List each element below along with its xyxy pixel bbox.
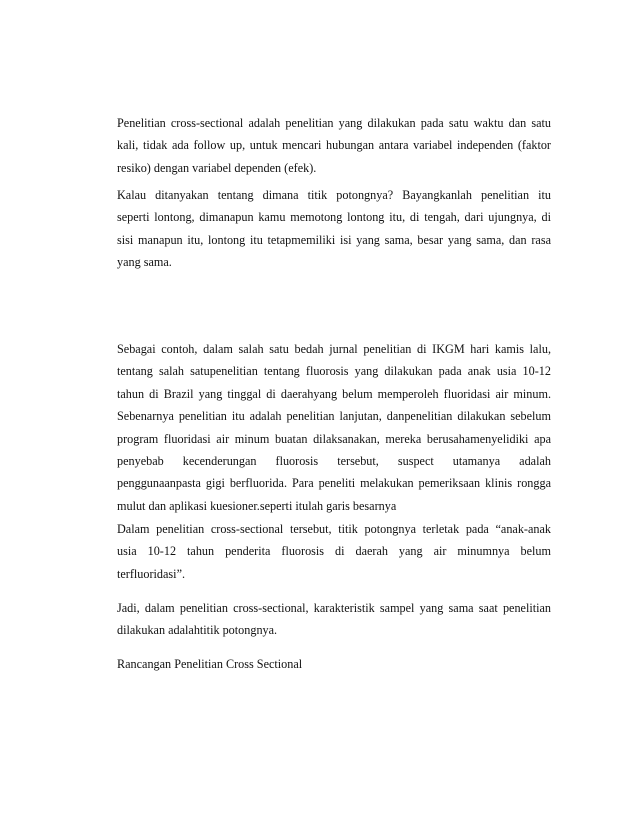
text-line: tahun di Brazil yang tinggal di daerahyang belum memperoleh fluoridasi air minum. [117,386,551,401]
paragraph-analogy [117,184,551,274]
text-line: Dalam penelitian cross-sectional tersebut, titik potongnya terletak pada “anak-anak [117,522,551,536]
section-heading [117,653,551,675]
text-line: kali, tidak ada follow up, untuk mencari hubungan antara variabel independen (faktor [117,138,551,153]
text-line: penggunaanpasta gigi berfluorida. Para peneliti melakukan pemeriksaan klinis rongga [117,476,551,491]
text-line: dilakukan adalahtitik potongnya. [117,623,278,638]
text-line: terfluoridasi”. [117,566,186,581]
text-line: penyebab kecenderungan fluorosis tersebut, suspect utamanya adalah [117,453,551,468]
text-line: sisi manapun itu, lontong itu tetapmemiliki isi yang sama, besar yang sama, dan rasa [117,232,551,247]
paragraph-definition [117,112,551,179]
text-line: usia 10-12 tahun penderita fluorosis di daerah yang air minumnya belum [117,544,551,559]
text-line: tentang salah satupenelitian tentang fluorosis yang dilakukan pada anak usia 10-12 [117,364,551,379]
paragraph-conclusion [117,597,551,642]
text-line: resiko) dengan variabel dependen (efek). [117,160,317,175]
heading-text: Rancangan Penelitian Cross Sectional [117,657,303,671]
text-line: mulut dan aplikasi kuesioner.seperti itulah garis besarnya [117,498,397,513]
text-line: Sebagai contoh, dalam salah satu bedah jurnal penelitian di IKGM hari kamis lalu, [117,342,551,356]
text-line: seperti lontong, dimanapun kamu memotong lontong itu, di tengah, dari ujungnya, di [117,210,551,225]
text-line: Sebenarnya penelitian itu adalah penelitian lanjutan, danpenelitian dilakukan sebelum [117,409,551,424]
text-line: program fluoridasi air minum buatan dilaksanakan, mereka berusahamenyelidiki apa [117,431,551,446]
text-line: Kalau ditanyakan tentang dimana titik potongnya? Bayangkanlah penelitian itu [117,188,551,202]
paragraph-example [117,338,551,517]
text-line: yang sama. [117,255,172,270]
text-line: Jadi, dalam penelitian cross-sectional, karakteristik sampel yang sama saat penelitian [117,601,551,615]
paragraph-cut-point [117,518,551,585]
text-line: Penelitian cross-sectional adalah penelitian yang dilakukan pada satu waktu dan satu [117,116,551,130]
